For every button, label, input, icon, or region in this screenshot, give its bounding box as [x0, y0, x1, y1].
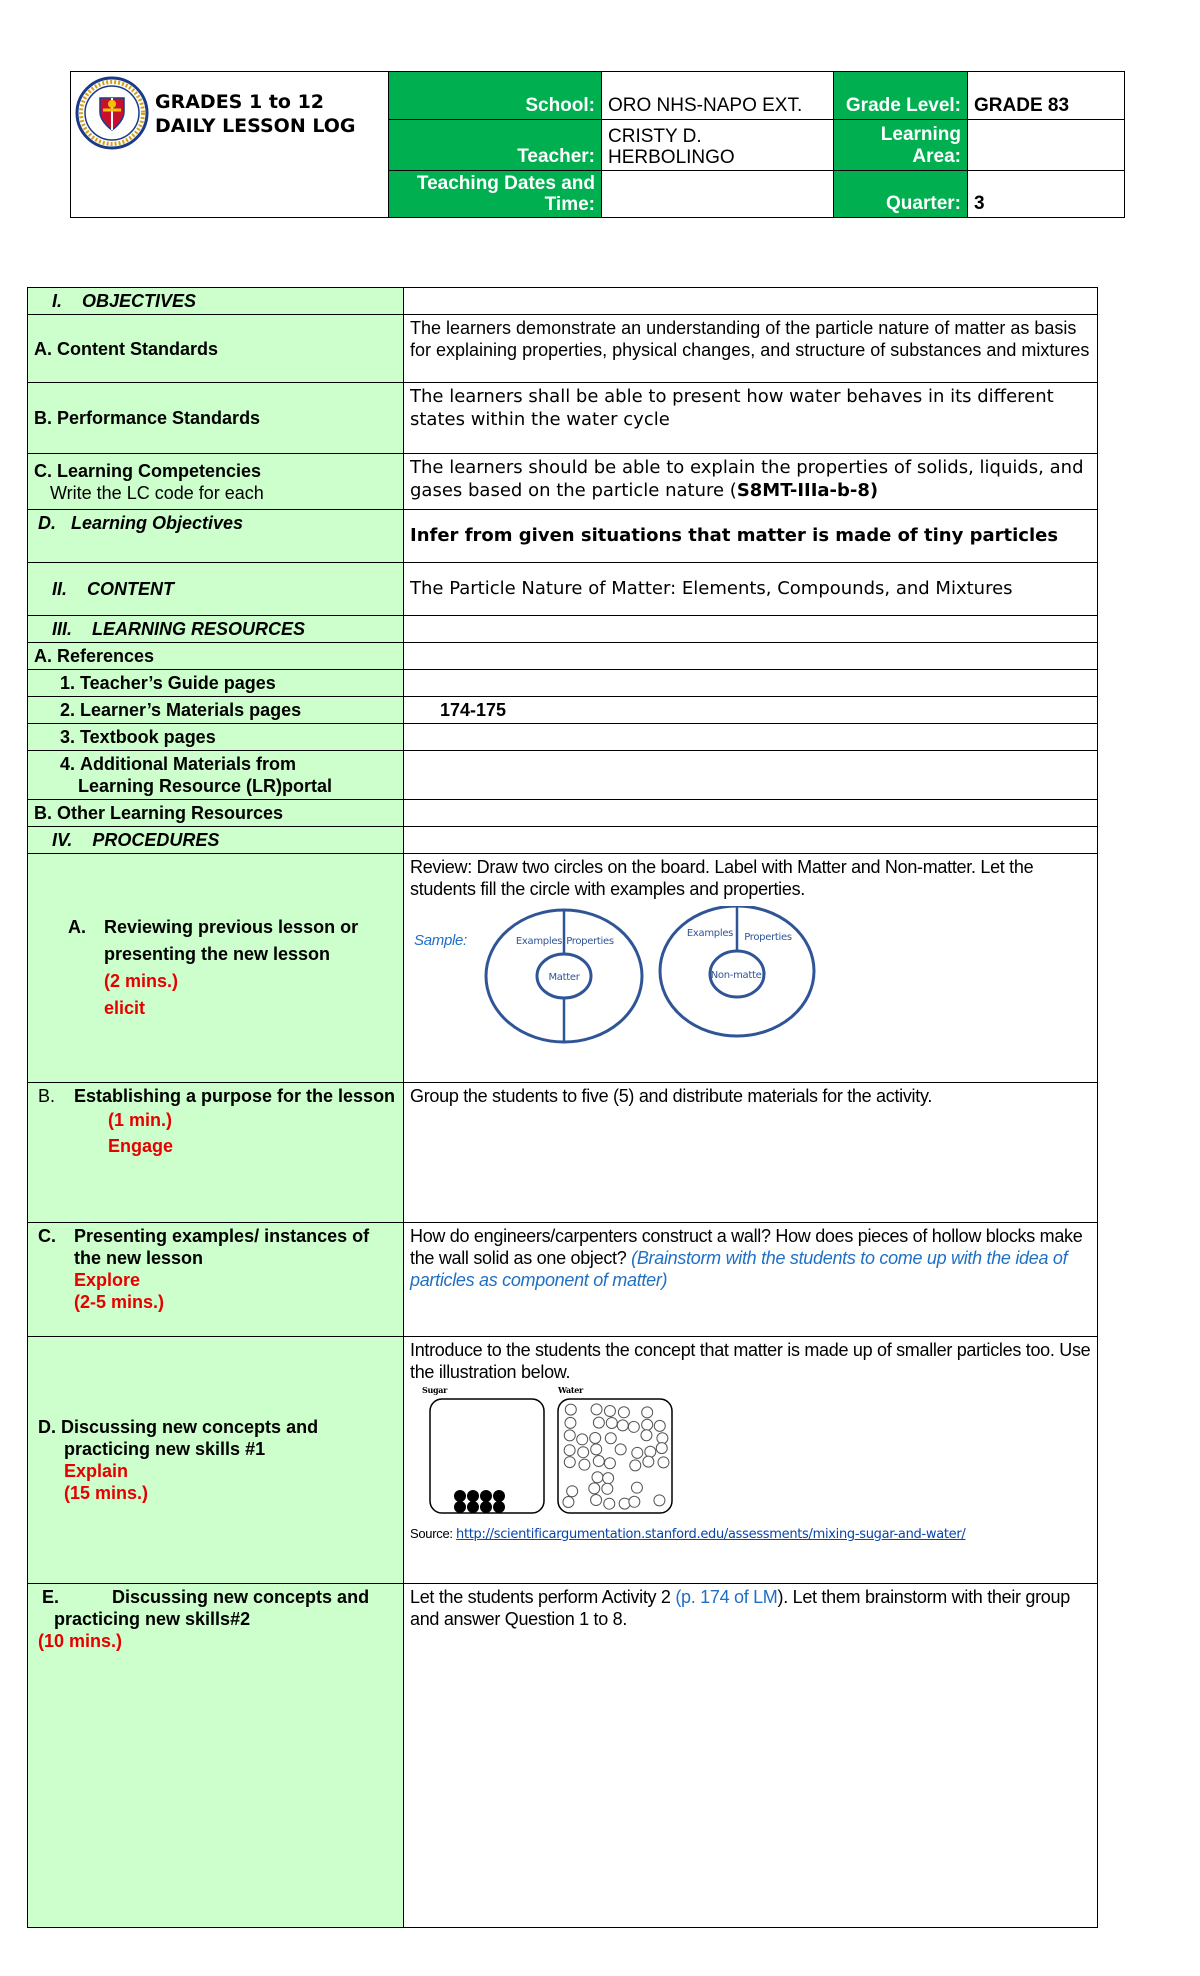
- water-particle: [606, 1417, 617, 1428]
- textbook-pages-label: 3. Textbook pages: [28, 724, 404, 751]
- school-label: School:: [389, 72, 602, 120]
- water-particle: [654, 1495, 665, 1506]
- procedure-a-phase: elicit: [104, 998, 146, 1018]
- non-matter-center-text: Non-matter: [710, 970, 766, 981]
- content-standards-value: The learners demonstrate an understanding of the particle nature of matter as basis for explaining properties, physical changes, and structure of substances and mixtures: [404, 315, 1098, 383]
- learning-objectives-value: Infer from given situations that matter is made of tiny particles: [404, 510, 1098, 563]
- procedure-d-cell: [28, 1337, 404, 1584]
- source-label: Source:: [410, 1526, 453, 1541]
- sugar-water-illustration: [418, 1383, 688, 1523]
- procedure-a-value: Review: Draw two circles on the board. Label with Matter and Non-matter. Let the students fill the circle with examples and properties.: [410, 857, 1034, 899]
- procedure-c-cell: [28, 1223, 404, 1337]
- procedure-d-time: (15 mins.): [64, 1483, 149, 1503]
- lesson-log-table: [27, 287, 1098, 1928]
- procedure-c-note: (Brainstorm with the students to come up with the idea of particles as component of matter): [410, 1248, 1068, 1290]
- source-link[interactable]: http://scientificargumentation.stanford.edu/assessments/mixing-sugar-and-water/: [456, 1527, 966, 1542]
- procedure-b-time: (1 min.): [108, 1110, 173, 1130]
- water-particle: [577, 1434, 588, 1445]
- grade-level-label: Grade Level:: [834, 72, 968, 120]
- performance-standards-value: The learners shall be able to present how water behaves in its different states within the water cycle: [404, 383, 1098, 454]
- learning-resources-heading: III. LEARNING RESOURCES: [28, 616, 404, 643]
- water-particle: [565, 1417, 576, 1428]
- learning-competencies-value: The learners should be able to explain the properties of solids, liquids, and gases based on the particle nature (: [410, 457, 1084, 501]
- teaching-dates-value: [602, 171, 834, 218]
- procedure-a-label: Reviewing previous lesson or presenting the new lesson: [104, 917, 359, 964]
- matter-center-text: Matter: [548, 972, 580, 983]
- water-particle: [617, 1420, 628, 1431]
- water-particle: [578, 1447, 589, 1458]
- learning-competencies-cell: [28, 454, 404, 510]
- matter-circles-diagram: [482, 906, 902, 1046]
- objectives-heading: I. OBJECTIVES: [28, 288, 404, 315]
- sugar-label: Sugar: [422, 1385, 448, 1395]
- water-particle: [593, 1456, 604, 1467]
- quarter-value: 3: [968, 171, 1125, 218]
- water-particle: [654, 1420, 665, 1431]
- water-particle: [603, 1473, 614, 1484]
- learning-area-label: Learning Area:: [834, 120, 968, 171]
- content-heading: II. CONTENT: [28, 563, 404, 616]
- procedure-e-value-2: ). Let them brainstorm with their group and answer Question 1 to 8.: [410, 1587, 1070, 1629]
- water-particle: [593, 1417, 604, 1428]
- procedure-c-label: Presenting examples/ instances of the new lesson: [74, 1226, 370, 1268]
- water-particle: [564, 1445, 575, 1456]
- learning-objectives-label: D. Learning Objectives: [28, 510, 404, 563]
- procedure-c-phase: Explore: [74, 1270, 141, 1290]
- teacher-value: CRISTY D. HERBOLINGO: [602, 120, 834, 171]
- non-matter-properties-text: Properties: [744, 932, 792, 943]
- teacher-label: Teacher:: [389, 120, 602, 171]
- performance-standards-label: B. Performance Standards: [28, 383, 404, 454]
- non-matter-circle: [660, 906, 814, 1036]
- sample-label: Sample:: [414, 932, 467, 949]
- grade-level-value: GRADE 83: [968, 72, 1125, 120]
- water-particle: [564, 1430, 575, 1441]
- header-logo-cell: [71, 72, 389, 218]
- source-line: [410, 1523, 1091, 1546]
- school-value: ORO NHS-NAPO EXT.: [602, 72, 834, 120]
- water-particle: [567, 1486, 578, 1497]
- water-particle: [619, 1498, 630, 1509]
- dll-title-line1: GRADES 1 to 12: [155, 91, 325, 113]
- water-particle: [618, 1407, 629, 1418]
- water-particle: [591, 1495, 602, 1506]
- procedure-b-value: Group the students to five (5) and distribute materials for the activity.: [404, 1083, 1098, 1223]
- content-value: The Particle Nature of Matter: Elements, Compounds, and Mixtures: [404, 563, 1098, 616]
- water-particle: [604, 1406, 615, 1417]
- procedure-c-value-cell: [404, 1223, 1098, 1337]
- matter-circle: [486, 910, 642, 1042]
- procedure-e-time: (10 mins.): [38, 1631, 123, 1651]
- water-particle: [642, 1419, 653, 1430]
- procedure-e-cell: [28, 1584, 404, 1928]
- water-particle: [591, 1444, 602, 1455]
- additional-materials-cell: [28, 751, 404, 800]
- teachers-guide-label: 1. Teacher’s Guide pages: [28, 670, 404, 697]
- water-particle: [564, 1457, 575, 1468]
- procedure-a-time: (2 mins.): [104, 971, 179, 991]
- water-particle: [631, 1482, 642, 1493]
- water-particle: [628, 1421, 639, 1432]
- procedure-c-value: How do engineers/carpenters construct a wall? How does pieces of hollow blocks make the wall solid as one object?: [410, 1226, 1083, 1268]
- procedure-c-letter: C.: [38, 1226, 56, 1246]
- water-particle: [656, 1443, 667, 1454]
- procedure-a-cell: [28, 854, 404, 1083]
- content-standards-label: A. Content Standards: [28, 315, 404, 383]
- additional-materials-line1: 4. Additional Materials from: [60, 754, 297, 774]
- water-particle: [604, 1498, 615, 1509]
- procedure-e-ref: (p. 174 of LM: [675, 1587, 778, 1607]
- procedure-b-cell: [28, 1083, 404, 1223]
- water-particle: [629, 1496, 640, 1507]
- learning-competencies-value-cell: [404, 454, 1098, 510]
- water-particle: [643, 1456, 654, 1467]
- learners-materials-label: 2. Learner’s Materials pages: [28, 697, 404, 724]
- procedure-d-value-cell: [404, 1337, 1098, 1584]
- water-particle: [605, 1433, 616, 1444]
- procedures-heading: IV. PROCEDURES: [28, 827, 404, 854]
- teachers-guide-value: [404, 670, 1098, 697]
- water-particle: [563, 1497, 574, 1508]
- additional-materials-line2: Learning Resource (LR)portal: [78, 776, 333, 796]
- learning-competencies-label: C. Learning Competencies: [34, 460, 262, 481]
- procedure-d-label: D. Discussing new concepts and practicing new skills #1: [38, 1417, 319, 1459]
- water-label: Water: [558, 1385, 583, 1395]
- additional-materials-value: [404, 751, 1098, 800]
- procedure-e-letter: E.: [42, 1587, 60, 1607]
- water-particle: [615, 1444, 626, 1455]
- deped-seal-icon: [75, 76, 149, 150]
- water-particle: [589, 1483, 600, 1494]
- quarter-label: Quarter:: [834, 171, 968, 218]
- procedure-c-time: (2-5 mins.): [74, 1292, 165, 1312]
- procedure-e-label-line: [38, 1586, 397, 1630]
- learners-materials-value: 174-175: [404, 697, 1098, 724]
- textbook-pages-value: [404, 724, 1098, 751]
- water-particle: [592, 1472, 603, 1483]
- water-particle: [630, 1460, 641, 1471]
- matter-examples-text: Examples: [515, 936, 563, 947]
- water-particle: [565, 1404, 576, 1415]
- dll-title-line2: DAILY LESSON LOG: [155, 115, 356, 137]
- procedure-d-phase: Explain: [64, 1461, 129, 1481]
- water-particle: [645, 1446, 656, 1457]
- matter-properties-text: Properties: [566, 936, 614, 947]
- procedure-e-value-1: Let the students perform Activity 2: [410, 1587, 676, 1607]
- learning-area-value: [968, 120, 1125, 171]
- procedure-e-value-cell: [404, 1584, 1098, 1928]
- learning-competencies-code: S8MT-IIIa-b-8): [736, 480, 879, 501]
- water-particle: [642, 1407, 653, 1418]
- water-particle: [602, 1483, 613, 1494]
- procedure-b-phase: Engage: [108, 1136, 174, 1156]
- water-particle: [641, 1430, 652, 1441]
- water-particle: [657, 1433, 668, 1444]
- water-particle: [658, 1457, 669, 1468]
- objectives-heading-blank: [404, 288, 1098, 315]
- water-particle: [591, 1404, 602, 1415]
- procedure-a-letter: A.: [68, 917, 86, 937]
- other-resources-label: B. Other Learning Resources: [28, 800, 404, 827]
- procedure-e-label: Discussing new concepts and practicing new skills#2: [54, 1587, 370, 1629]
- procedure-d-value: Introduce to the students the concept that matter is made up of smaller particles too. Use the illustration below.: [410, 1340, 1091, 1382]
- water-particle: [590, 1433, 601, 1444]
- procedure-b-letter: B.: [38, 1086, 56, 1106]
- water-particle: [579, 1459, 590, 1470]
- learning-competencies-sub: Write the LC code for each: [50, 482, 264, 503]
- non-matter-examples-text: Examples: [686, 928, 734, 939]
- water-particle: [604, 1458, 615, 1469]
- teaching-dates-label: Teaching Dates and Time:: [389, 171, 602, 218]
- water-particle: [632, 1447, 643, 1458]
- header-table: [70, 71, 1125, 218]
- procedure-b-label: Establishing a purpose for the lesson: [74, 1086, 396, 1106]
- procedure-a-value-cell: [404, 854, 1098, 1083]
- references-label: A. References: [28, 643, 404, 670]
